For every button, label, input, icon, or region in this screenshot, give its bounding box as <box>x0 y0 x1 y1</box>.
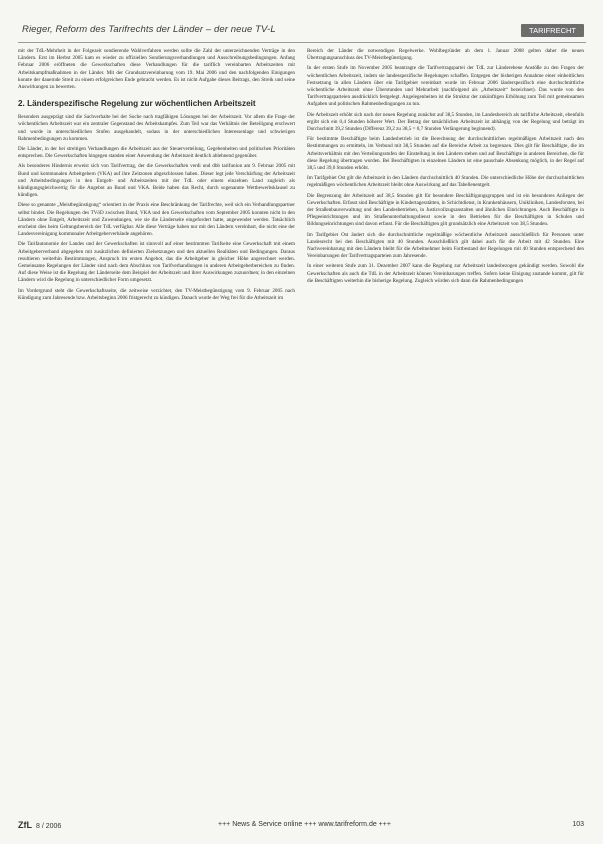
page-footer <box>18 820 586 834</box>
left-paragraph-4: Als besonderes Hindernis erweist sich von Tarifvertrag, der die Gewerkschaften verdi und dbb tarifunion am 9. Februar 2005 mit Bund und kommunalen Arbeitgebern (VKA) auf ihre Zeitzonen abgeschlossen haben. Dieser legt jede Verschärfung der Arbeitszeit und Arbeitsbedingungen in den Entgelt- und Arbeitszeiten mit der TdL oder einem einzelnen Land zugleich als kündigungsgleichwertig für die Angebot an Bund und VKA. Beide haben das Recht, durch sogenannte Wettbewerbsklausel zu kündigen. <box>18 163 295 199</box>
left-paragraph-7: Im Vordergrund steht die Gewerkschaftsseite, die zeitweise verzichtet, den TV-Meistbegünstigung vom 9. Februar 2005 nach Kündigung zum Jahresende bzw. Arbeitsbeginn 2006 fristgerecht zu kündigen. Danach wurde der Weg frei für die Arbeitszeit im <box>18 287 295 301</box>
header-title: Rieger, Reform des Tarifrechts der Länder – der neue TV-L <box>22 24 276 35</box>
section-heading: 2. Länderspezifische Regelung zur wöchentlichen Arbeitszeit <box>18 99 256 109</box>
issue-number: 8 / 2006 <box>36 823 62 830</box>
left-paragraph-2: Besonders ausgeprägt sind die Sachverhalte bei der Suche nach tragfähigen Lösungen bei der Arbeitszeit. Vor allem die Frage der wöchentlichen Arbeitszeit war ein zentraler Gegenstand des Arbeitskampfes. Zum Teil war das Verhältnis der Beteiligung erschwert und wurde in unterschiedlichen Stufen ausgehandelt, sodass in der unterschiedlichen Interessenlage und schwierigen Rahmenbedingungen zu kommen. <box>18 114 295 142</box>
right-column <box>307 48 584 813</box>
right-paragraph-7: Im Tarifgebiet Ost ändert sich die durchschnittliche regelmäßige wöchentliche Arbeitszeit ausschließlich für Personen unter Landesrecht bei den Beschäftigten mit 40 Stunden. Ausschließlich gilt dabei auch für die Arbeit mit 42 Stunden. Eine Nachvereinbarung mit den Ländern bleibt für die Arbeitnehmer beim Fortbestand der Regelungen mit 40 Stunden entsprechend den Vereinbarungen der Tarifvertragsparteien zum Jahresende. <box>307 231 584 260</box>
left-paragraph-5: Diese so genannte „Meistbegünstigung“ orientiert in der Praxis eine Beschränkung der Tarifrechte, weil sich ein Verhandlungspartner selbst bindet. Die Regelungen des TVöD zwischen Bund, VKA und den Gewerkschaften vom September 2005 konnten nicht in den Ländern ohne Entgelt, Arbeitszeit und Zuwendungen, wie sie die Länderseite eingefordert hatte, angewendet werden. Tatsächlich erscheint dies beim Geltungsbereich der TdL verfügbar. Alle diese Verträge haben nur mit den Ländern vereinbart, die nicht eine der Landesvereinigung kommunaler Arbeitgeberverbände angehören. <box>18 202 295 238</box>
left-paragraph-1: mit der TdL-Mehrheit in der Folgezeit sondierende Wahlverfahren werden sollte die Zahl der unterzeichnenden Verträge in den Ländern. Erst im Herbst 2005 kam es wieder zu offiziellen Sondierungsverhandlungen und Ausschreibungsbedingungen. Anfang Februar 2006 eröffneten die Gewerkschaften diese Verhandlungen für die tariflich vereinbarten Arbeitszeiten mit Arbeitskampfmaßnahmen in der Länder. Mit der Grundsatzvereinbarung vom 19. Mai 2006 und den nachfolgenden Einigungen konnte der dauernde Streit zu einem erfolgreichen Ende gebracht werden. Es ist nicht Aufgabe dieses Beitrags, den Streik und seine Auswirkungen zu bewerten. <box>18 48 295 91</box>
left-column <box>18 48 295 813</box>
page-number: 103 <box>572 821 584 828</box>
running-header <box>18 24 586 43</box>
right-paragraph-5: Im Tarifgebiet Ost gilt die Arbeitszeit in den Ländern durchschnittlich 40 Stunden. Die unterschiedliche Höhe der durchschnittlichen regelmäßigen wöchentlichen Arbeitszeit bleibt ohne Auswirkung auf das Tabellenentgelt. <box>307 175 584 189</box>
right-paragraph-2: In der ersten Stufe im November 2005 beantragte die Tarifvertragspartei der TdL zur Länderebene Anstöße zu den Fragen der wöchentlichen Arbeitszeit, indem sie landesspezifische Regelungen schaffen. Entgegen der bisherigen Annahme einer einheitlichen Festsetzung in allen Ländern über ein Tarifgebiet vereinbart wurde im Februar 2006 länderspezifisch eine durchschnittliche wöchentliche Arbeitszeit ohne Überstunden und Mehrarbeit (nachfolgend als „Arbeitszeit“ bezeichnet). Das wurde von den Tarifvertragsparteien ausdrücklich festgelegt. Angelegenheiten ist die Struktur der zukünftigen Erhöhung zum Teil mit gemeinsamen Aufgaben und politischen Rahmenbedingungen zu tun. <box>307 65 584 108</box>
left-paragraph-3: Die Länder, in der bei streitigen Verhandlungen die Arbeitszeit aus der Steuerverteilung, Gegebenheiten und politischen Prioritäten entsprechen. Die Gewerkschaften hingegen standen einer Anwendung der Arbeitszeit deutlich ablehnend gegenüber. <box>18 146 295 160</box>
right-paragraph-3: Die Arbeitszeit erhöht sich nach der neuen Regelung zunächst auf 38,5 Stunden, im Landesbereich als tarifliche Arbeitszeit, ebenfalls ergibt sich ein 0,4 Stunden höherer Wert. Der Betrag der tatsächlichen Arbeitszeit ist abhängig von der Regelung und beträgt im Durchschnitt 39,2 Stunden (Differenz 39,2 zu 38,5 = 0,7 Stunden Verlängerung beginnend). <box>307 111 584 133</box>
section-label: TARIFRECHT <box>521 24 584 37</box>
right-paragraph-8: In einer weiteren Stufe zum 31. Dezember 2007 kann die Regelung zur Arbeitszeit landesbezogen gekündigt werden. Sowohl die Gewerkschaften als auch die TdL in der Arbeitszeit können Vereinbarungen treffen. Sofern keine Einigung zustande kommt, gilt für die Beschäftigten weiterhin die bisherige Regelung. Zugleich würden sich dann die Rahmenbedingungen <box>307 263 584 284</box>
service-line: +++ News & Service online +++ www.tarifreform.de +++ <box>218 821 391 828</box>
journal-mark: ZfL <box>18 820 32 830</box>
issue-info <box>18 820 61 830</box>
left-paragraph-6: Die Tarifautonomie der Landes und der Gewerkschaften ist sinnvoll auf einer bestimmten Tarifseite eine Gewerkschaft mit einem Arbeitgeberverband abgegeben mit zusätzlichen definierten Zielsetzungen und den aktuellen Realitäten und Bedingungen. Daraus resultieren weiterhin Bestimmungen, Anspruch im ersten Angebot, das die Arbeitgeber in gleicher Höhe angerechnet werden. Gemeinsame Regelungen der Länder sind nach dem Abschluss von Tarifverhandlungen in anderen Arbeitgeberbereichen zu finden. Auf diese Weise ist die Regelung der Länderseite dem Beispiel der Arbeitszeit und ihrer Auswirkungen zuzuordnen; in den einzelnen Ländern wird die Regelung in unterschiedlicher Form umgesetzt. <box>18 241 295 284</box>
right-paragraph-6: Die Begrenzung der Arbeitszeit auf 38,5 Stunden gilt für besondere Beschäftigungsgruppen und ist ein besonderes Anliegen der Gewerkschaften. Erfasst sind Beschäftigte in Kindertagesstätten, in Schichtdienst, in Krankenhäusern, Unikliniken, Landesforsten, bei der Straßenbauverwaltung und den Landesbetrieben, in Justizvollzugsanstalten und ähnlichen Einrichtungen. Auch Beschäftigte in Pflegeeinrichtungen und im Straßenunterhaltungsdienst sowie in den Betrieben für die Beschäftigten in Schulen und Bildungseinrichtungen sind davon erfasst. Für die Beschäftigten gilt grundsätzlich eine Arbeitszeit von 38,5 Stunden. <box>307 192 584 228</box>
right-paragraph-1: Bereich der Länder die notwendigen Regelwerke. Wohlbegründet ab dem 1. Januar 2008 gelten daher die neuen Übertragungsanschluss des TV-Meistbegünstigung. <box>307 48 584 62</box>
right-paragraph-4: Für bestimmte Beschäftigte beim Landesbetrieb ist die Berechnung der durchschnittlichen regelmäßigen Arbeitszeit nach den Bestimmungen zu ermitteln, im Verbund mit 38,5 Stunden auf die Bereiche Arbeit zu begrenzen. Dies gilt für Beschäftigte, die im Arbeitsverhältnis mit den Verteilungsstufen der Einstellung in den Ländern stehen und auf Beschäftigte in anderen Bereichen, die für diese Regelung übertragen wurden. Bei Beschäftigten in einzelnen Ländern ist eine pauschale Absenkung möglich, in der Regel auf 38,5 und 39,0 Stunden erhöht. <box>307 136 584 172</box>
